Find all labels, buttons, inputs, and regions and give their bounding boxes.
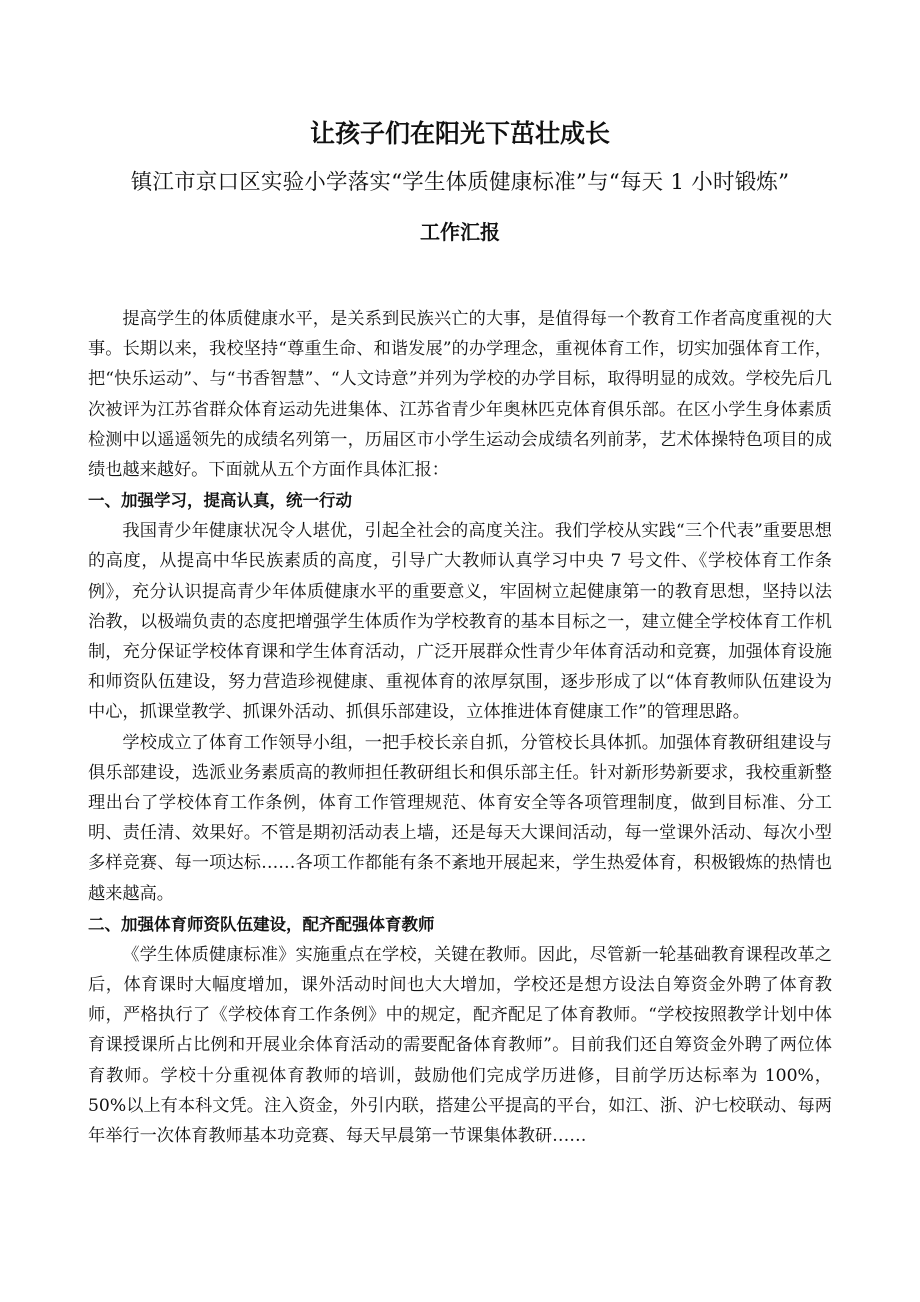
section-1-paragraph-1: 我国青少年健康状况令人堪优，引起全社会的高度关注。我们学校从实践“三个代表”重要思想的高度，从提高中华民族素质的高度，引导广大教师认真学习中央 7 号文件、《学校体育工作条例》，充分认识提高青少年体质健康水平的重要意义，牢固树立起健康第一的教育思想，坚持以法治教，以极端负责的态度把增强学生体质作为学校教育的基本目标之一，建立健全学校体育工作机制，充分保证学校体育课和学生体育活动，广泛开展群众性青少年体育活动和竞赛，加强体育设施和师资队伍建设，努力营造珍视健康、重视体育的浓厚氛围，逐步形成了以“体育教师队伍建设为中心，抓课堂教学、抓课外活动、抓俱乐部建设，立体推进体育健康工作”的管理思路。 <box>88 521 832 723</box>
section-1-paragraph-2: 学校成立了体育工作领导小组，一把手校长亲自抓，分管校长具体抓。加强体育教研组建设与俱乐部建设，选派业务素质高的教师担任教研组长和俱乐部主任。针对新形势新要求，我校重新整理出台了学校体育工作条例，体育工作管理规范、体育安全等各项管理制度，做到目标准、分工明、责任清、效果好。不管是期初活动表上墙，还是每天大课间活动，每一堂课外活动、每次小型多样竞赛、每一项达标……各项工作都能有条不紊地开展起来，学生热爱体育，积极锻炼的热情也越来越高。 <box>88 732 832 904</box>
section-2-heading: 二、加强体育师资队伍建设，配齐配强体育教师 <box>88 914 435 934</box>
document-subtitle: 镇江市京口区实验小学落实“学生体质健康标准”与“每天 1 小时锻炼” <box>130 170 790 195</box>
section-1-heading: 一、加强学习，提高认真，统一行动 <box>88 491 352 511</box>
document-body <box>88 304 832 1151</box>
intro-paragraph: 提高学生的体质健康水平，是关系到民族兴亡的大事，是值得每一个教育工作者高度重视的大事。长期以来，我校坚持“尊重生命、和谐发展”的办学理念，重视体育工作，切实加强体育工作，把“快乐运动”、与“书香智慧”、“人文诗意”并列为学校的办学目标，取得明显的成效。学校先后几次被评为江苏省群众体育运动先进集体、江苏省青少年奥林匹克体育俱乐部。在区小学生身体素质检测中以遥遥领先的成绩名列第一，历届区市小学生运动会成绩名列前茅，艺术体操特色项目的成绩也越来越好。下面就从五个方面作具体汇报： <box>88 309 832 481</box>
document-subtitle-report: 工作汇报 <box>420 220 500 244</box>
section-2-paragraph-1: 《学生体质健康标准》实施重点在学校，关键在教师。因此，尽管新一轮基础教育课程改革之后，体育课时大幅度增加，课外活动时间也大大增加，学校还是想方设法自筹资金外聘了体育教师，严格执行了《学校体育工作条例》中的规定，配齐配足了体育教师。“学校按照教学计划中体育课授课所占比例和开展业余体育活动的需要配备体育教师”。目前我们还自筹资金外聘了两位体育教师。学校十分重视体育教师的培训，鼓励他们完成学历进修，目前学历达标率为 100%，50%以上有本科文凭。注入资金，外引内联，搭建公平提高的平台，如江、浙、沪七校联动、每两年举行一次体育教师基本功竞赛、每天早晨第一节课集体教研…… <box>88 944 832 1147</box>
document-title: 让孩子们在阳光下茁壮成长 <box>309 119 610 148</box>
